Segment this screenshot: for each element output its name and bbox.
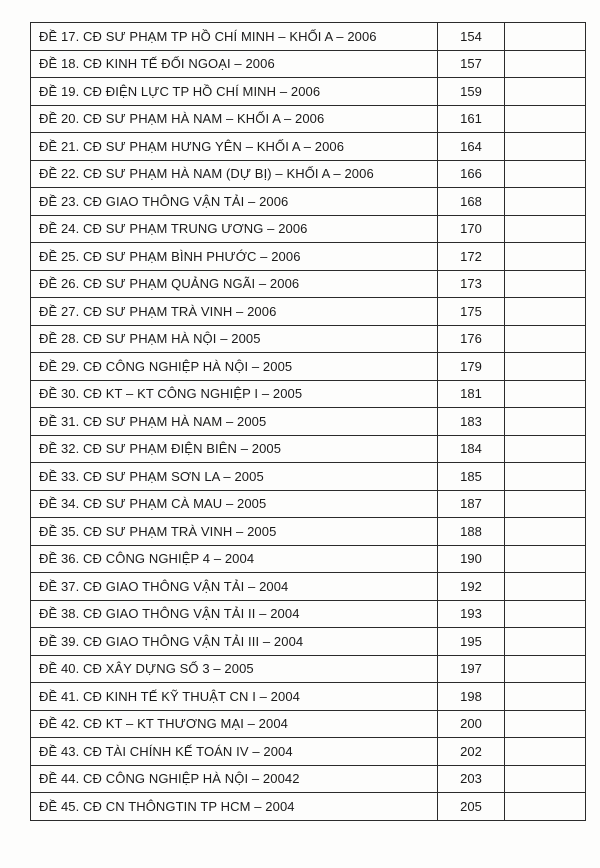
blank-cell [505,655,586,683]
table-row [31,738,586,766]
blank-cell [505,78,586,106]
blank-cell [505,325,586,353]
table-row [31,270,586,298]
page-number-cell: 175 [438,298,505,326]
exam-title-cell: ĐỀ 32. CĐ SƯ PHẠM ĐIỆN BIÊN – 2005 [31,435,438,463]
table-row [31,683,586,711]
page-number-cell: 200 [438,710,505,738]
blank-cell [505,215,586,243]
blank-cell [505,545,586,573]
page-number-cell: 192 [438,573,505,601]
blank-cell [505,628,586,656]
blank-cell [505,380,586,408]
table-row [31,408,586,436]
table-row [31,710,586,738]
exam-title-cell: ĐỀ 30. CĐ KT – KT CÔNG NGHIỆP I – 2005 [31,380,438,408]
blank-cell [505,573,586,601]
blank-cell [505,490,586,518]
blank-cell [505,105,586,133]
table-row [31,160,586,188]
table-row [31,243,586,271]
blank-cell [505,738,586,766]
exam-title-cell: ĐỀ 29. CĐ CÔNG NGHIỆP HÀ NỘI – 2005 [31,353,438,381]
exam-title-cell: ĐỀ 33. CĐ SƯ PHẠM SƠN LA – 2005 [31,463,438,491]
page-number-cell: 159 [438,78,505,106]
table-row [31,655,586,683]
table-row [31,490,586,518]
exam-title-cell: ĐỀ 21. CĐ SƯ PHẠM HƯNG YÊN – KHỐI A – 2006 [31,133,438,161]
table-row [31,298,586,326]
blank-cell [505,133,586,161]
table-row [31,573,586,601]
blank-cell [505,435,586,463]
blank-cell [505,765,586,793]
blank-cell [505,160,586,188]
blank-cell [505,23,586,51]
table-row [31,380,586,408]
table-row [31,353,586,381]
page-number-cell: 202 [438,738,505,766]
exam-title-cell: ĐỀ 20. CĐ SƯ PHẠM HÀ NAM – KHỐI A – 2006 [31,105,438,133]
page-number-cell: 166 [438,160,505,188]
page-number-cell: 172 [438,243,505,271]
table-row [31,215,586,243]
page-number-cell: 203 [438,765,505,793]
page-number-cell: 179 [438,353,505,381]
blank-cell [505,50,586,78]
exam-title-cell: ĐỀ 45. CĐ CN THÔNGTIN TP HCM – 2004 [31,793,438,821]
exam-title-cell: ĐỀ 17. CĐ SƯ PHẠM TP HỒ CHÍ MINH – KHỐI A – 2006 [31,23,438,51]
exam-title-cell: ĐỀ 23. CĐ GIAO THÔNG VẬN TẢI – 2006 [31,188,438,216]
blank-cell [505,683,586,711]
page-number-cell: 193 [438,600,505,628]
page-number-cell: 157 [438,50,505,78]
page-number-cell: 164 [438,133,505,161]
table-row [31,105,586,133]
blank-cell [505,270,586,298]
blank-cell [505,710,586,738]
table-row [31,188,586,216]
exam-title-cell: ĐỀ 26. CĐ SƯ PHẠM QUẢNG NGÃI – 2006 [31,270,438,298]
page-number-cell: 185 [438,463,505,491]
table-row [31,325,586,353]
page-number-cell: 181 [438,380,505,408]
exam-title-cell: ĐỀ 28. CĐ SƯ PHẠM HÀ NỘI – 2005 [31,325,438,353]
table-row [31,78,586,106]
exam-title-cell: ĐỀ 37. CĐ GIAO THÔNG VẬN TẢI – 2004 [31,573,438,601]
blank-cell [505,518,586,546]
table-row [31,765,586,793]
exam-title-cell: ĐỀ 40. CĐ XÂY DỰNG SỐ 3 – 2005 [31,655,438,683]
blank-cell [505,188,586,216]
exam-title-cell: ĐỀ 19. CĐ ĐIỆN LỰC TP HỒ CHÍ MINH – 2006 [31,78,438,106]
table-row [31,435,586,463]
blank-cell [505,463,586,491]
page-number-cell: 170 [438,215,505,243]
blank-cell [505,298,586,326]
exam-title-cell: ĐỀ 41. CĐ KINH TẾ KỸ THUẬT CN I – 2004 [31,683,438,711]
page-number-cell: 187 [438,490,505,518]
exam-title-cell: ĐỀ 18. CĐ KINH TẾ ĐỐI NGOẠI – 2006 [31,50,438,78]
page-number-cell: 154 [438,23,505,51]
table-row [31,545,586,573]
exam-title-cell: ĐỀ 43. CĐ TÀI CHÍNH KẾ TOÁN IV – 2004 [31,738,438,766]
exam-title-cell: ĐỀ 44. CĐ CÔNG NGHIỆP HÀ NỘI – 20042 [31,765,438,793]
page-number-cell: 195 [438,628,505,656]
page-number-cell: 183 [438,408,505,436]
page-number-cell: 198 [438,683,505,711]
blank-cell [505,243,586,271]
blank-cell [505,408,586,436]
table-row [31,628,586,656]
table-row [31,463,586,491]
exam-title-cell: ĐỀ 39. CĐ GIAO THÔNG VẬN TẢI III – 2004 [31,628,438,656]
exam-title-cell: ĐỀ 24. CĐ SƯ PHẠM TRUNG ƯƠNG – 2006 [31,215,438,243]
exam-title-cell: ĐỀ 42. CĐ KT – KT THƯƠNG MẠI – 2004 [31,710,438,738]
blank-cell [505,793,586,821]
table-row [31,600,586,628]
exam-title-cell: ĐỀ 36. CĐ CÔNG NGHIỆP 4 – 2004 [31,545,438,573]
page-number-cell: 176 [438,325,505,353]
exam-title-cell: ĐỀ 34. CĐ SƯ PHẠM CÀ MAU – 2005 [31,490,438,518]
table-of-contents [30,22,586,821]
exam-title-cell: ĐỀ 25. CĐ SƯ PHẠM BÌNH PHƯỚC – 2006 [31,243,438,271]
table-row [31,133,586,161]
page-number-cell: 190 [438,545,505,573]
blank-cell [505,353,586,381]
exam-title-cell: ĐỀ 22. CĐ SƯ PHẠM HÀ NAM (DỰ BỊ) – KHỐI A – 2006 [31,160,438,188]
blank-cell [505,600,586,628]
table-row [31,50,586,78]
page-number-cell: 188 [438,518,505,546]
exam-title-cell: ĐỀ 35. CĐ SƯ PHẠM TRÀ VINH – 2005 [31,518,438,546]
page-number-cell: 205 [438,793,505,821]
page-number-cell: 184 [438,435,505,463]
page-number-cell: 197 [438,655,505,683]
page-number-cell: 173 [438,270,505,298]
page-number-cell: 168 [438,188,505,216]
exam-title-cell: ĐỀ 27. CĐ SƯ PHẠM TRÀ VINH – 2006 [31,298,438,326]
exam-title-cell: ĐỀ 31. CĐ SƯ PHẠM HÀ NAM – 2005 [31,408,438,436]
table-row [31,518,586,546]
exam-title-cell: ĐỀ 38. CĐ GIAO THÔNG VẬN TẢI II – 2004 [31,600,438,628]
table-row [31,793,586,821]
toc-body [31,23,586,821]
page-number-cell: 161 [438,105,505,133]
table-row [31,23,586,51]
